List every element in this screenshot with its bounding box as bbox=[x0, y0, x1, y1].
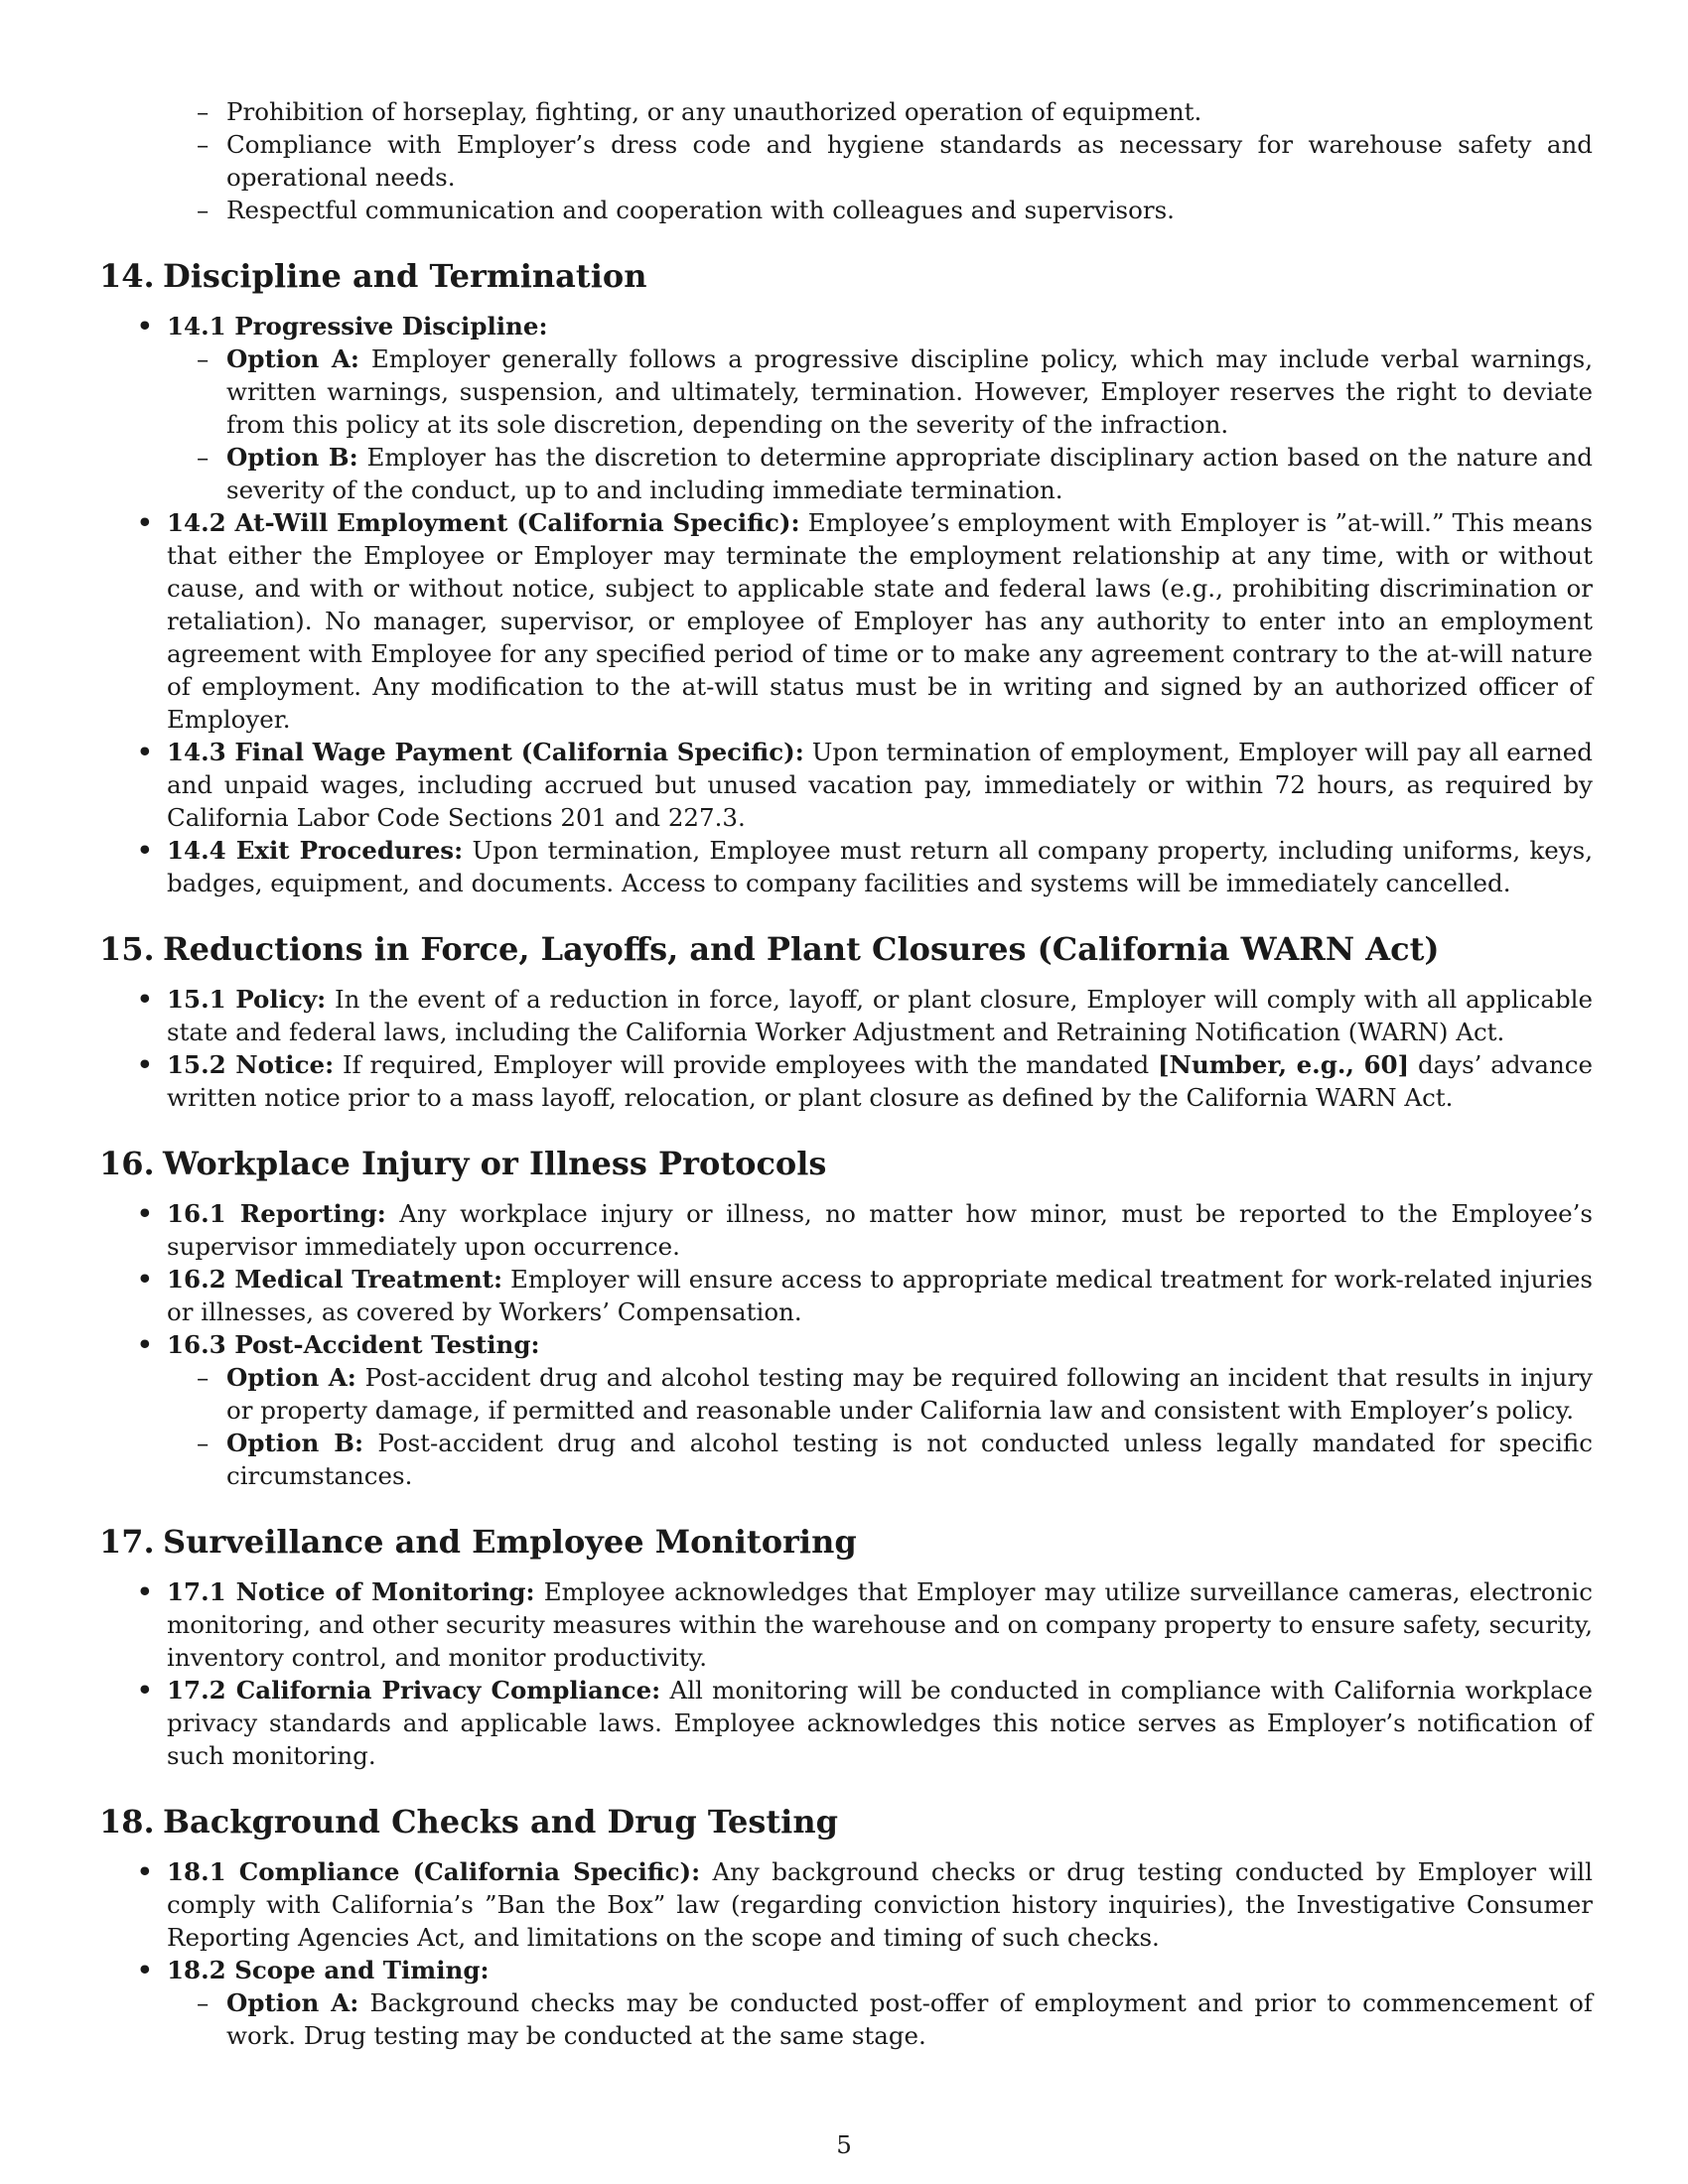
list-item: – Prohibition of horseplay, fighting, or any unauthorized operation of equipment. bbox=[226, 95, 1593, 128]
section-heading: 17. Surveillance and Employee Monitoring bbox=[99, 1523, 857, 1561]
list-item: • 14.2 At-Will Employment (California Specific): Employee’s employment with Employer is ”at-will.” This means that either the Employee or Employer may terminate the employment relationship at any time, with or without cause, and with or without notice, subject to applicable state and federal laws (e.g., prohibiting discrimination or retaliation). No manager, supervisor, or employee of Employer has any authority to enter into an employment agreement with Employee for any specified period of time or to make any agreement contrary to the at-will nature of employment. Any modification to the at-will status must be in writing and signed by an authorized officer of Employer. bbox=[167, 506, 1593, 736]
list-item: • 15.2 Notice: If required, Employer will provide employees with the mandated [Number, e.g., 60] days’ advance written notice prior to a mass layoff, relocation, or plant closure as defined by the California WARN Act. bbox=[167, 1048, 1593, 1114]
option-item: – Option B: Post-accident drug and alcohol testing is not conducted unless legally mandated for specific circumstances. bbox=[226, 1427, 1593, 1492]
option-item: – Option A: Post-accident drug and alcohol testing may be required following an incident that results in injury or property damage, if permitted and reasonable under California law and consistent with Employer’s policy. bbox=[226, 1361, 1593, 1427]
section-list bbox=[99, 310, 1593, 899]
section-list bbox=[99, 983, 1593, 1114]
section-list bbox=[99, 1855, 1593, 2052]
list-item: • 18.2 Scope and Timing: – Option A: Background checks may be conducted post-offer of employment and prior to commencement of work. Drug testing may be conducted at the same stage. bbox=[167, 1954, 1593, 2052]
list-item: • 14.1 Progressive Discipline: – Option A: Employer generally follows a progressive discipline policy, which may include verbal warnings, written warnings, suspension, and ultimately, termination. However, Employer reserves the right to deviate from this policy at its sole discretion, depending on the severity of the infraction. – Option B: Employer has the discretion to determine appropriate disciplinary action based on the nature and severity of the conduct, up to and including immediate termination. bbox=[167, 310, 1593, 506]
list-item: • 17.1 Notice of Monitoring: Employee acknowledges that Employer may utilize surveillance cameras, electronic monitoring, and other security measures within the warehouse and on company property to ensure safety, security, inventory control, and monitor productivity. bbox=[167, 1575, 1593, 1674]
list-item: • 17.2 California Privacy Compliance: All monitoring will be conducted in compliance with California workplace privacy standards and applicable laws. Employee acknowledges this notice serves as Employer’s notification of such monitoring. bbox=[167, 1674, 1593, 1772]
section-15 bbox=[99, 929, 1593, 1114]
intro-list bbox=[99, 95, 1593, 226]
list-item: • 16.1 Reporting: Any workplace injury or illness, no matter how minor, must be reported to the Employee’s supervisor immediately upon occurrence. bbox=[167, 1197, 1593, 1263]
section-18 bbox=[99, 1802, 1593, 2052]
option-item: – Option B: Employer has the discretion to determine appropriate disciplinary action based on the nature and severity of the conduct, up to and including immediate termination. bbox=[226, 441, 1593, 506]
section-list bbox=[99, 1197, 1593, 1492]
page-number: 5 bbox=[836, 2130, 852, 2159]
list-item: • 16.2 Medical Treatment: Employer will ensure access to appropriate medical treatment for work-related injuries or illnesses, as covered by Workers’ Compensation. bbox=[167, 1263, 1593, 1328]
list-item: • 18.1 Compliance (California Specific): Any background checks or drug testing conducted by Employer will comply with California’s ”Ban the Box” law (regarding conviction history inquiries), the Investigative Consumer Reporting Agencies Act, and limitations on the scope and timing of such checks. bbox=[167, 1855, 1593, 1954]
list-item: • 14.3 Final Wage Payment (California Specific): Upon termination of employment, Employer will pay all earned and unpaid wages, including accrued but unused vacation pay, immediately or within 72 hours, as required by California Labor Code Sections 201 and 227.3. bbox=[167, 736, 1593, 834]
list-item: • 15.1 Policy: In the event of a reduction in force, layoff, or plant closure, Employer will comply with all applicable state and federal laws, including the California Worker Adjustment and Retraining Notification (WARN) Act. bbox=[167, 983, 1593, 1048]
option-item: – Option A: Employer generally follows a progressive discipline policy, which may include verbal warnings, written warnings, suspension, and ultimately, termination. However, Employer reserves the right to deviate from this policy at its sole discretion, depending on the severity of the infraction. bbox=[226, 342, 1593, 441]
page-content bbox=[99, 95, 1593, 2052]
section-list bbox=[99, 1575, 1593, 1772]
section-heading: 15. Reductions in Force, Layoffs, and Plant Closures (California WARN Act) bbox=[99, 930, 1440, 968]
option-list bbox=[167, 342, 1593, 506]
list-item: – Compliance with Employer’s dress code and hygiene standards as necessary for warehouse safety and operational needs. bbox=[226, 128, 1593, 194]
section-heading: 16. Workplace Injury or Illness Protocols bbox=[99, 1145, 827, 1182]
option-list bbox=[167, 1986, 1593, 2052]
section-heading: 18. Background Checks and Drug Testing bbox=[99, 1803, 838, 1841]
section-17 bbox=[99, 1522, 1593, 1772]
option-list bbox=[167, 1361, 1593, 1492]
section-14 bbox=[99, 256, 1593, 899]
list-item: • 14.4 Exit Procedures: Upon termination, Employee must return all company property, including uniforms, keys, badges, equipment, and documents. Access to company facilities and systems will be immediately cancelled. bbox=[167, 834, 1593, 899]
list-item: – Respectful communication and cooperation with colleagues and supervisors. bbox=[226, 194, 1593, 226]
placeholder-field: [Number, e.g., 60] bbox=[1157, 1050, 1410, 1079]
section-heading: 14. Discipline and Termination bbox=[99, 257, 647, 295]
option-item: – Option A: Background checks may be conducted post-offer of employment and prior to commencement of work. Drug testing may be conducted at the same stage. bbox=[226, 1986, 1593, 2052]
list-item: • 16.3 Post-Accident Testing: – Option A: Post-accident drug and alcohol testing may be required following an incident that results in injury or property damage, if permitted and reasonable under California law and consistent with Employer’s policy. – Option B: Post-accident drug and alcohol testing is not conducted unless legally mandated for specific circumstances. bbox=[167, 1328, 1593, 1492]
section-16 bbox=[99, 1144, 1593, 1492]
